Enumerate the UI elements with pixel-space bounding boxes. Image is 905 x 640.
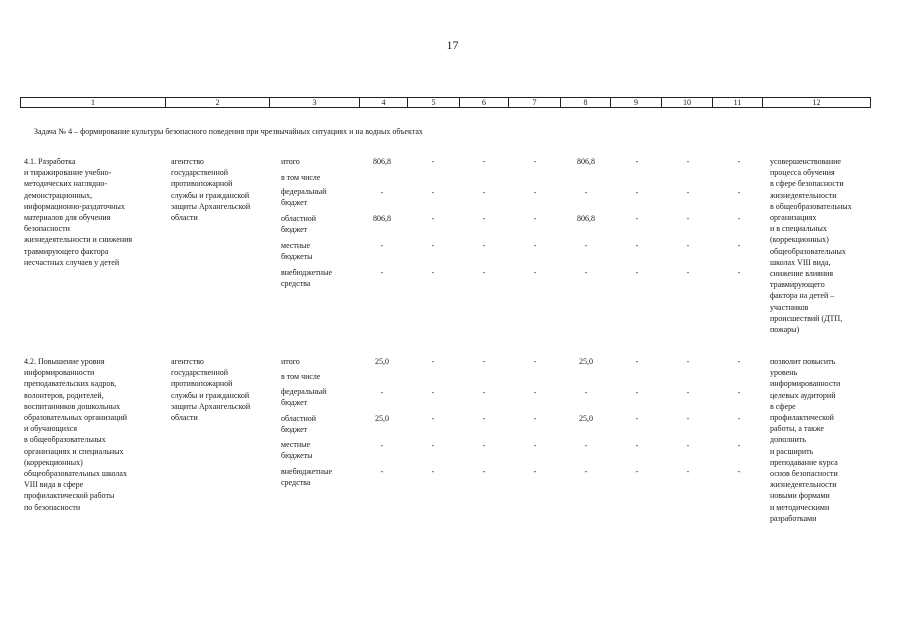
value-cell: 25,0 <box>579 357 593 366</box>
value-cell: 806,8 <box>373 214 391 223</box>
value-cell: - <box>686 357 690 366</box>
value-cell: - <box>635 241 639 250</box>
value-cell: - <box>482 414 486 423</box>
expected-result: усовершенствование процесса обучения в сфере безопасности жизнедеятельности в общеобразовательных организациях и в специальных (коррекционных) общеобразовательных школах VIII вида, снижение влияния травмирующего фактора на детей – участников происшествий (ДТП, пожары) <box>770 157 852 335</box>
value-cell: - <box>533 414 537 423</box>
value-cell: - <box>482 441 486 450</box>
expected-result: позволит повысить уровень информированности целевых аудиторий в сфере профилактической работы, а также дополнить и расширить преподавание курса основ безопасности жизнедеятельности новыми формами и методическими разработками <box>770 357 841 523</box>
column-number-header <box>20 97 871 108</box>
value-cell: - <box>737 268 741 277</box>
value-cell: - <box>431 388 435 397</box>
value-cell: 25,0 <box>579 414 593 423</box>
executor: агентство государственной противопожарной службы и гражданской защиты Архангельской области <box>171 157 251 223</box>
column-number: 12 <box>763 98 871 108</box>
column-number-row <box>21 98 871 108</box>
value-cell: - <box>737 467 741 476</box>
funding-source: федеральный бюджет <box>281 187 327 208</box>
executor: агентство государственной противопожарной службы и гражданской защиты Архангельской области <box>171 357 251 423</box>
value-cell: - <box>482 467 486 476</box>
value-cell: - <box>737 414 741 423</box>
value-cell: - <box>380 441 384 450</box>
value-cell: - <box>431 268 435 277</box>
value-cell: - <box>686 467 690 476</box>
value-cell: - <box>584 268 588 277</box>
value-cell: - <box>533 388 537 397</box>
column-number: 4 <box>360 98 408 108</box>
value-cell: - <box>686 188 690 197</box>
value-cell: - <box>533 441 537 450</box>
value-cell: - <box>686 214 690 223</box>
column-number: 3 <box>270 98 360 108</box>
value-cell: - <box>737 214 741 223</box>
column-number: 11 <box>713 98 763 108</box>
value-cell: - <box>635 268 639 277</box>
value-cell: - <box>737 441 741 450</box>
value-cell: - <box>686 388 690 397</box>
funding-source: итого <box>281 357 300 366</box>
value-cell: - <box>584 441 588 450</box>
value-cell: - <box>431 414 435 423</box>
value-cell: - <box>380 188 384 197</box>
value-cell: - <box>380 241 384 250</box>
value-cell: - <box>380 268 384 277</box>
value-cell: - <box>686 241 690 250</box>
value-cell: - <box>533 357 537 366</box>
value-cell: - <box>584 467 588 476</box>
column-number: 8 <box>561 98 611 108</box>
value-cell: - <box>431 441 435 450</box>
value-cell: - <box>431 157 435 166</box>
funding-source: в том числе <box>281 173 321 182</box>
value-cell: - <box>635 157 639 166</box>
value-cell: 806,8 <box>373 157 391 166</box>
value-cell: - <box>482 157 486 166</box>
value-cell: - <box>635 414 639 423</box>
funding-source: областной бюджет <box>281 214 317 235</box>
value-cell: - <box>533 467 537 476</box>
value-cell: - <box>533 214 537 223</box>
value-cell: - <box>584 188 588 197</box>
funding-source: итого <box>281 157 300 166</box>
column-number: 2 <box>166 98 270 108</box>
funding-source: федеральный бюджет <box>281 387 327 408</box>
value-cell: - <box>482 188 486 197</box>
value-cell: - <box>635 357 639 366</box>
funding-source: внебюджетные средства <box>281 467 332 488</box>
funding-source: местные бюджеты <box>281 440 313 461</box>
value-cell: - <box>533 241 537 250</box>
funding-source: местные бюджеты <box>281 241 313 262</box>
activity-description: 4.1. Разработка и тиражирование учебно- методических наглядно- демонстрационных, информационно-раздаточных материалов для обучения безопасности жизнедеятельности и снижения травмирующего фактора несчастных случаев у детей <box>24 157 133 267</box>
value-cell: - <box>431 357 435 366</box>
value-cell: - <box>686 157 690 166</box>
value-cell: - <box>635 388 639 397</box>
task-title: Задача № 4 – формирование культуры безопасного поведения при чрезвычайных ситуациях и на водных объектах <box>34 127 423 136</box>
value-cell: - <box>482 214 486 223</box>
column-number: 10 <box>662 98 713 108</box>
activity-description: 4.2. Повышение уровня информированности преподавательских кадров, волонтеров, родителей, воспитанников дошкольных образовательных организаций и обучающихся в общеобразовательных организациях и специальных (коррекционных) общеобразовательных школах VIII вида в сфере профилактической работы по безопасности <box>24 357 128 512</box>
value-cell: - <box>584 241 588 250</box>
value-cell: - <box>635 467 639 476</box>
column-number: 5 <box>408 98 460 108</box>
column-number: 7 <box>509 98 561 108</box>
value-cell: - <box>533 188 537 197</box>
funding-source: в том числе <box>281 372 321 381</box>
value-cell: - <box>737 357 741 366</box>
value-cell: - <box>431 467 435 476</box>
value-cell: - <box>431 214 435 223</box>
value-cell: - <box>380 388 384 397</box>
value-cell: - <box>737 241 741 250</box>
page-number: 17 <box>446 38 459 52</box>
value-cell: - <box>584 388 588 397</box>
value-cell: - <box>737 157 741 166</box>
funding-source: областной бюджет <box>281 414 317 435</box>
value-cell: - <box>431 188 435 197</box>
value-cell: - <box>482 388 486 397</box>
value-cell: - <box>635 214 639 223</box>
column-number: 1 <box>21 98 166 108</box>
value-cell: - <box>635 441 639 450</box>
column-number: 6 <box>460 98 509 108</box>
value-cell: - <box>686 441 690 450</box>
column-number: 9 <box>611 98 662 108</box>
value-cell: - <box>533 157 537 166</box>
value-cell: - <box>482 357 486 366</box>
funding-source: внебюджетные средства <box>281 268 332 289</box>
value-cell: - <box>431 241 435 250</box>
value-cell: 25,0 <box>375 357 389 366</box>
value-cell: - <box>737 388 741 397</box>
value-cell: - <box>686 268 690 277</box>
value-cell: - <box>737 188 741 197</box>
value-cell: - <box>380 467 384 476</box>
value-cell: - <box>533 268 537 277</box>
value-cell: - <box>482 241 486 250</box>
value-cell: - <box>482 268 486 277</box>
value-cell: 25,0 <box>375 414 389 423</box>
value-cell: - <box>635 188 639 197</box>
value-cell: - <box>686 414 690 423</box>
value-cell: 806,8 <box>577 214 595 223</box>
value-cell: 806,8 <box>577 157 595 166</box>
